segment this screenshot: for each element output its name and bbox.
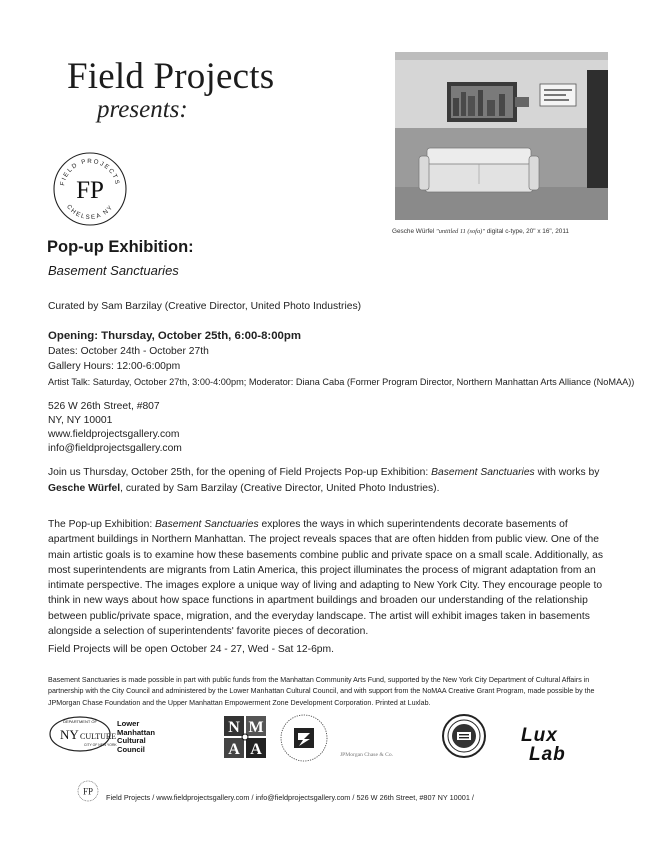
open-hours-note: Field Projects will be open October 24 - 27, Wed - Sat 12-6pm.	[48, 644, 334, 655]
description-paragraph: The Pop-up Exhibition: Basement Sanctuaries explores the ways in which superintendents decorate basements of apartment buildings in Northern Manhattan. The project reveals spaces that are often hidden from public view. One of the main artistic goals is to examine how these basements combine public and private space on a small scale. Additionally, as most superintendents are migrants from Latin America, this project illuminates the process of migrant adaptation from an intimate perspective. The images explore a unique way of living and adapting to New York City. They encourage people to think in new ways about how space functions in apartment buildings and broaden our understanding of the relationship between public/private space, migration, and the everyday landscape. The artist will exhibit images taken in basements alongside a selection of superintendents' favorite pieces of decoration.	[48, 519, 603, 638]
exhibition-title: Basement Sanctuaries	[48, 263, 179, 278]
lmcc-logo: Lower Manhattan Cultural Council	[117, 719, 155, 754]
svg-text:N: N	[228, 719, 240, 736]
svg-text:CHELSEA NY	[65, 203, 115, 221]
gallery-hours: Gallery Hours: 12:00-6:00pm	[48, 361, 181, 372]
photo-caption	[392, 228, 569, 235]
nyculture-logo	[48, 715, 117, 753]
intro-paragraph: Join us Thursday, October 25th, for the opening of Field Projects Pop-up Exhibition: Basement Sanctuaries with works by Gesche Würfel, curated by Sam Barzilay (Creative Director, United Photo Industries).	[48, 467, 600, 494]
svg-text:M: M	[248, 719, 264, 736]
logo-monogram: FP	[76, 177, 104, 204]
caption-details: digital c-type, 20" x 16", 2011	[486, 228, 569, 235]
seal-logo	[441, 713, 487, 764]
svg-text:NY: NY	[60, 727, 79, 742]
luxlab-logo	[517, 723, 595, 768]
svg-text:CITY OF NEW YORK: CITY OF NEW YORK	[84, 743, 117, 747]
address-city: NY, NY 10001	[48, 415, 113, 426]
caption-title: "untitled 11 (sofa)"	[436, 228, 485, 235]
page-subtitle: presents:	[97, 96, 188, 123]
curated-by: Curated by Sam Barzilay (Creative Director, United Photo Industries)	[48, 301, 362, 312]
page-title: Field Projects	[67, 56, 275, 97]
svg-text:Lux: Lux	[521, 725, 558, 746]
funding-credits: Basement Sanctuaries is made possible in part with public funds from the Manhattan Community Arts Fund, supported by the New York City Department of Cultural Affairs in partnership with the City Council and administered by the Lower Manhattan Cultural Council, and with support from the NoMAA Creative Grant Program, made possible by the JPMorgan Chase Foundation and the Upper Manhattan Empowerment Zone Development Corporation. Printed at Luxlab.	[48, 676, 595, 707]
exhibition-heading: Pop-up Exhibition:	[47, 238, 194, 256]
logo-ring-bottom-text: CHELSEA NY	[65, 203, 115, 222]
svg-text:A: A	[250, 741, 262, 758]
svg-text:Lab: Lab	[529, 744, 566, 765]
website-link[interactable]: www.fieldprojectsgallery.com	[48, 429, 180, 440]
address-street: 526 W 26th Street, #807	[48, 401, 160, 412]
exhibition-photo	[395, 52, 608, 220]
svg-text:FP: FP	[82, 786, 94, 797]
svg-text:CULTURE: CULTURE	[80, 732, 117, 741]
nomaa-logo	[223, 715, 267, 764]
svg-text:DEPARTMENT OF: DEPARTMENT OF	[63, 719, 97, 724]
svg-text:A: A	[228, 741, 240, 758]
opening-info: Opening: Thursday, October 25th, 6:00-8:00pm	[48, 330, 301, 342]
logo-ring-top-text: FIELD PROJECTS	[59, 157, 121, 187]
footer-contact: Field Projects / www.fieldprojectsgallery.com / info@fieldprojectsgallery.com / 526 W 26th Street, #807 NY 10001 /	[106, 793, 474, 802]
umez-logo	[279, 713, 329, 768]
caption-artist: Gesche Würfel	[392, 228, 435, 235]
jpmorgan-logo: JPMorgan Chase & Co.	[340, 752, 394, 758]
email-link[interactable]: info@fieldprojectsgallery.com	[48, 443, 182, 454]
field-projects-logo	[52, 151, 128, 227]
footer-monogram-logo	[77, 780, 99, 802]
artist-talk: Artist Talk: Saturday, October 27th, 3:00-4:00pm; Moderator: Diana Caba (Former Program Director, Northern Manhattan Arts Alliance (NoMAA))	[48, 377, 635, 387]
exhibition-dates: Dates: October 24th - October 27th	[48, 346, 209, 357]
